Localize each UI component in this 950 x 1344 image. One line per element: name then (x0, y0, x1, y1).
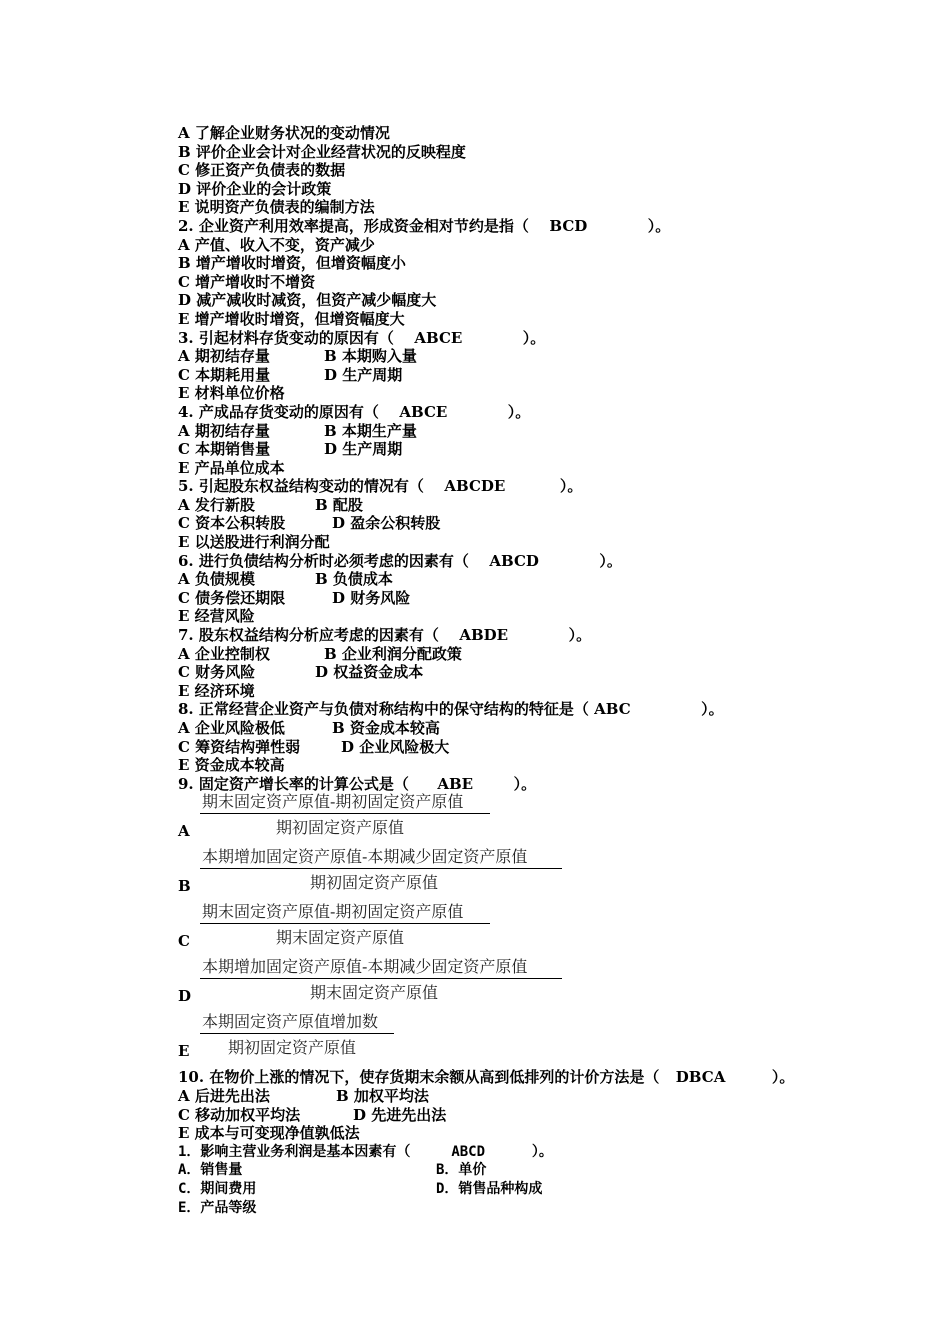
formula-denominator: 期末固定资产原值 (276, 928, 405, 948)
fraction-bar (200, 923, 490, 924)
question-text: 10. 在物价上涨的情况下，使存货期末余额从高到低排列的计价方法是（ (178, 1068, 660, 1087)
answer-text: ABC (594, 700, 631, 719)
question-text: 8. 正常经营企业资产与负债对称结构中的保守结构的特征是（ (178, 700, 589, 719)
formula-numerator: 本期增加固定资产原值-本期减少固定资产原值 (202, 957, 528, 977)
q4-options-ab (178, 422, 918, 441)
question-text: 4. 产成品存货变动的原因有（ (178, 402, 379, 421)
question-text: 3. 引起材料存货变动的原因有（ (178, 328, 394, 347)
q10-options-ab (178, 1087, 918, 1106)
option-a: A 发行新股 (178, 495, 255, 514)
option-c: C 财务风险 (178, 663, 256, 682)
answer-text: ABCE (414, 328, 463, 347)
formula-numerator: 本期增加固定资产原值-本期减少固定资产原值 (202, 847, 528, 867)
q5-stem (178, 477, 918, 496)
question-close: ）。 (568, 626, 592, 645)
q11-options-cd (178, 1180, 918, 1199)
formula-c (178, 903, 918, 958)
q3-option-e: E 材料单位价格 (178, 384, 285, 403)
option-b: B 加权平均法 (336, 1086, 429, 1105)
option-c: C 本期耗用量 (178, 365, 271, 384)
answer-text: ABDE (459, 626, 509, 645)
option-d: D 生产周期 (324, 440, 403, 459)
question-text: 5. 引起股东权益结构变动的情况有（ (178, 477, 424, 496)
formula-d (178, 958, 918, 1013)
q7-options-cd (178, 663, 918, 682)
q8-options-cd (178, 738, 918, 757)
option-c: C 本期销售量 (178, 440, 271, 459)
q3-options-cd (178, 366, 918, 385)
formula-b (178, 848, 918, 903)
fraction-bar (200, 1033, 394, 1034)
fraction-bar (200, 868, 562, 869)
formula-letter: B (178, 877, 191, 896)
option-b: B．单价 (436, 1162, 487, 1179)
q2-option-d: D 减产减收时减资，但资产减少幅度大 (178, 291, 437, 310)
option-b: B 本期生产量 (324, 421, 417, 440)
q11-option-e: E．产品等级 (178, 1199, 257, 1216)
q8-option-e: E 资金成本较高 (178, 756, 285, 775)
option-b: B 企业利润分配政策 (324, 644, 462, 663)
option-c: C 债务偿还期限 (178, 588, 286, 607)
option-a: A 期初结存量 (178, 347, 270, 366)
formula-letter: A (178, 822, 190, 841)
q5-options-cd (178, 514, 918, 533)
q6-options-cd (178, 589, 918, 608)
q1-option-d: D 评价企业的会计政策 (178, 179, 332, 198)
option-d: D 先进先出法 (353, 1105, 447, 1124)
option-a: A 负债规模 (178, 570, 255, 589)
answer-text: DBCA (675, 1068, 726, 1087)
q2-option-c: C 增产增收时不增资 (178, 272, 316, 291)
q2-stem (178, 217, 918, 236)
formula-e (178, 1013, 918, 1068)
q7-option-e: E 经济环境 (178, 681, 255, 700)
answer-text: ABE (437, 774, 474, 793)
q4-stem (178, 403, 918, 422)
q6-option-e: E 经营风险 (178, 607, 255, 626)
formula-denominator: 期初固定资产原值 (228, 1038, 357, 1058)
question-close: ）。 (513, 774, 537, 793)
option-a: A 期初结存量 (178, 421, 270, 440)
option-b: B 资金成本较高 (332, 719, 440, 737)
option-c: C．期间费用 (178, 1180, 257, 1197)
answer-text: ABCD (451, 1143, 486, 1160)
q4-option-e: E 产品单位成本 (178, 458, 285, 477)
q7-stem (178, 626, 918, 645)
question-close: ）。 (522, 328, 546, 347)
question-text: 2. 企业资产利用效率提高，形成资金相对节约是指（ (178, 216, 529, 235)
option-a: A 企业控制权 (178, 644, 270, 663)
option-d: D．销售品种构成 (436, 1180, 543, 1197)
question-list (178, 124, 918, 1217)
option-d: D 生产周期 (324, 365, 403, 384)
q10-stem (178, 1068, 918, 1087)
formula-numerator: 期末固定资产原值-期初固定资产原值 (202, 792, 464, 812)
q11-stem (178, 1143, 918, 1162)
question-text: 7. 股东权益结构分析应考虑的因素有（ (178, 626, 439, 645)
q5-option-e: E 以送股进行利润分配 (178, 533, 330, 552)
q6-options-ab (178, 570, 918, 589)
option-d: D 盈余公积转股 (332, 514, 441, 533)
formula-letter: E (178, 1042, 190, 1061)
option-d: D 权益资金成本 (315, 663, 424, 682)
q5-options-ab (178, 496, 918, 515)
formula-a (178, 793, 918, 848)
option-b: B 本期购入量 (324, 347, 417, 366)
option-a: A 企业风险极低 (178, 719, 285, 737)
option-a: A．销售量 (178, 1162, 243, 1179)
fraction-bar (200, 813, 490, 814)
q8-options-ab (178, 719, 918, 738)
q1-option-a: A 了解企业财务状况的变动情况 (178, 124, 390, 142)
formula-letter: D (178, 987, 192, 1006)
question-text: 1．影响主营业务利润是基本因素有（ (178, 1143, 411, 1160)
q8-stem (178, 700, 918, 719)
option-a: A 后进先出法 (178, 1086, 270, 1105)
option-b: B 负债成本 (315, 570, 393, 589)
option-c: C 筹资结构弹性弱 (178, 737, 301, 756)
q1-option-b: B 评价企业会计对企业经营状况的反映程度 (178, 142, 466, 161)
answer-text: ABCE (399, 402, 448, 421)
formula-denominator: 期初固定资产原值 (276, 818, 405, 838)
question-close: ）。 (531, 1143, 553, 1160)
question-close: ）。 (771, 1068, 795, 1087)
option-b: B 配股 (315, 495, 363, 514)
q11-options-ab (178, 1161, 918, 1180)
q1-option-e: E 说明资产负债表的编制方法 (178, 198, 375, 217)
option-c: C 资本公积转股 (178, 514, 286, 533)
q2-option-e: E 增产增收时增资，但增资幅度大 (178, 309, 405, 328)
q4-options-cd (178, 440, 918, 459)
question-text: 9. 固定资产增长率的计算公式是（ (178, 774, 409, 793)
q2-option-a: A 产值、收入不变，资产减少 (178, 235, 375, 254)
q10-option-e: E 成本与可变现净值孰低法 (178, 1124, 360, 1143)
q3-options-ab (178, 347, 918, 366)
question-close: ）。 (559, 477, 583, 496)
fraction-bar (200, 978, 562, 979)
option-d: D 财务风险 (332, 588, 411, 607)
formula-denominator: 期初固定资产原值 (310, 873, 439, 893)
answer-text: ABCD (489, 551, 539, 570)
q7-options-ab (178, 645, 918, 664)
answer-text: ABCDE (444, 477, 506, 496)
answer-text: BCD (549, 216, 588, 235)
q3-stem (178, 329, 918, 348)
formula-numerator: 期末固定资产原值-期初固定资产原值 (202, 902, 464, 922)
question-close: ）。 (701, 700, 724, 719)
q2-option-b: B 增产增收时增资，但增资幅度小 (178, 254, 406, 273)
question-close: ）。 (647, 216, 671, 235)
question-text: 6. 进行负债结构分析时必须考虑的因素有（ (178, 551, 469, 570)
formula-numerator: 本期固定资产原值增加数 (202, 1012, 379, 1032)
formula-letter: C (178, 932, 190, 951)
option-d: D 企业风险极大 (341, 737, 450, 756)
question-close: ）。 (599, 551, 622, 570)
q1-option-c: C 修正资产负债表的数据 (178, 161, 346, 180)
question-close: ）。 (507, 402, 531, 421)
option-c: C 移动加权平均法 (178, 1105, 301, 1124)
q6-stem (178, 552, 918, 571)
formula-denominator: 期末固定资产原值 (310, 983, 439, 1003)
q10-options-cd (178, 1106, 918, 1125)
